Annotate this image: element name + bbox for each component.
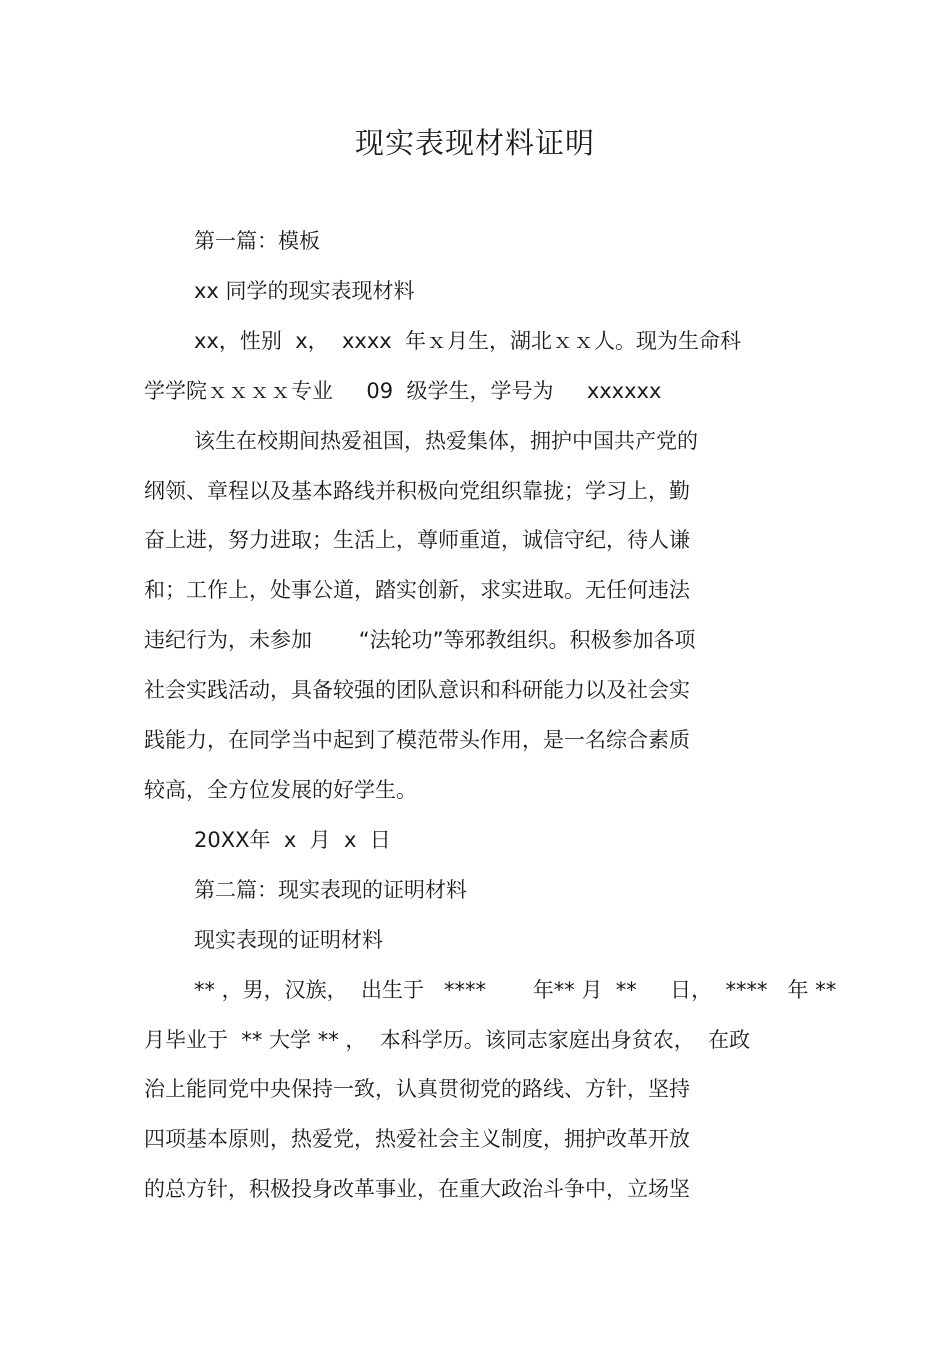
- section-subtitle-2: 现实表现的证明材料: [194, 928, 383, 952]
- date-line: 20XX年 x 月 x 日: [194, 828, 391, 852]
- paragraph-line: 该生在校期间热爱祖国，热爱集体，拥护中国共产党的: [194, 429, 698, 453]
- paragraph-line: xx，性别 x， xxxx 年ｘ月生，湖北ｘｘ人。现为生命科: [194, 329, 742, 353]
- section-heading-2: 第二篇：现实表现的证明材料: [194, 878, 467, 902]
- paragraph-line: 和；工作上，处事公道，踏实创新，求实进取。无任何违法: [144, 578, 690, 602]
- paragraph-line: 践能力，在同学当中起到了模范带头作用，是一名综合素质: [144, 728, 690, 752]
- paragraph-line: 奋上进，努力进取；生活上，尊师重道，诚信守纪，待人谦: [144, 528, 690, 552]
- section-heading-1: 第一篇：模板: [194, 229, 320, 253]
- section-subtitle-1: xx 同学的现实表现材料: [194, 279, 415, 303]
- paragraph-line: 社会实践活动，具备较强的团队意识和科研能力以及社会实: [144, 678, 690, 702]
- paragraph-line: 的总方针，积极投身改革事业，在重大政治斗争中，立场坚: [144, 1177, 690, 1201]
- paragraph-line: ** ，男，汉族， 出生于 **** 年** 月 ** 日， **** 年 **: [194, 978, 837, 1002]
- document-title: 现实表现材料证明: [354, 126, 595, 160]
- paragraph-line: 较高，全方位发展的好学生。: [144, 778, 417, 802]
- paragraph-line: 学学院ｘｘｘｘ专业 09 级学生，学号为 xxxxxx: [144, 379, 662, 403]
- paragraph-line: 月毕业于 ** 大学 ** ， 本科学历。该同志家庭出身贫农， 在政: [144, 1028, 751, 1052]
- paragraph-line: 纲领、章程以及基本路线并积极向党组织靠拢；学习上，勤: [144, 479, 690, 503]
- paragraph-line: 违纪行为，未参加 “法轮功”等邪教组织。积极参加各项: [144, 628, 696, 652]
- paragraph-line: 四项基本原则，热爱党，热爱社会主义制度，拥护改革开放: [144, 1127, 690, 1151]
- paragraph-line: 治上能同党中央保持一致，认真贯彻党的路线、方针，坚持: [144, 1077, 690, 1101]
